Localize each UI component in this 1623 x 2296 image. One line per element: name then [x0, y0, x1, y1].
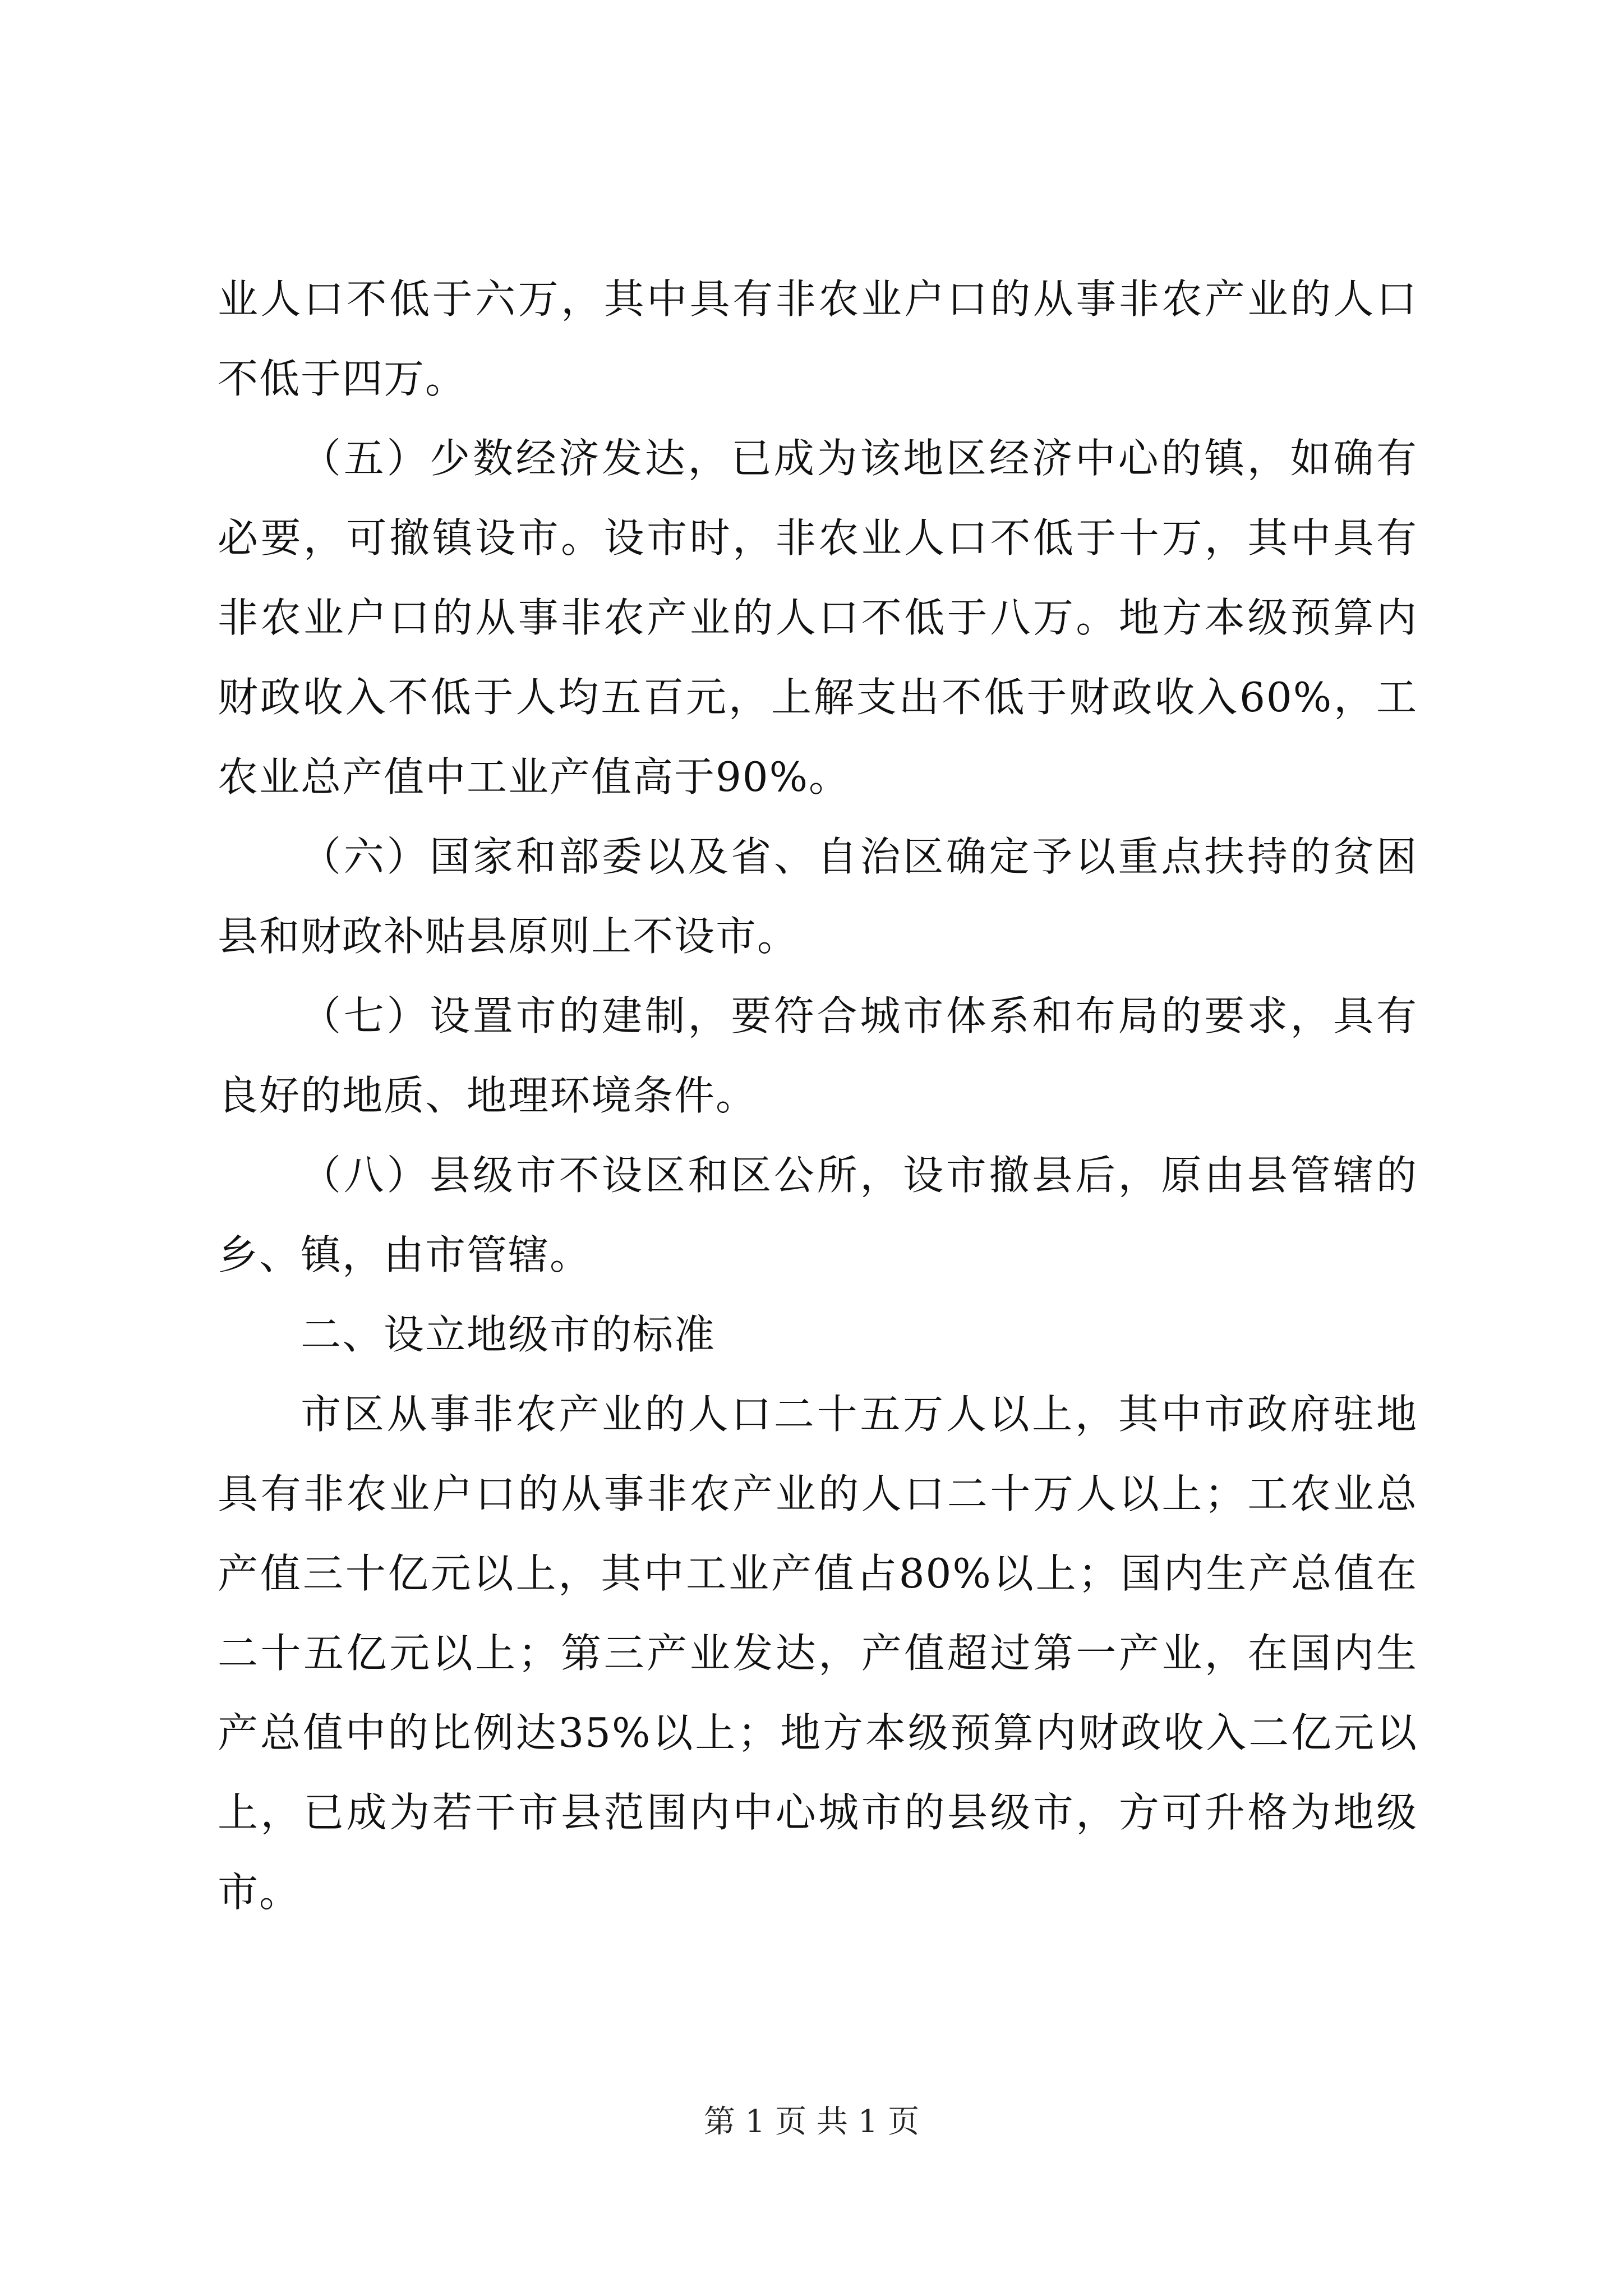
paragraph-prefecture-standard: 市区从事非农产业的人口二十五万人以上，其中市政府驻地具有非农业户口的从事非农产业的人口二十万人以上；工农业总产值三十亿元以上，其中工业产值占80%以上；国内生产总值在二十五亿元以上；第三产业发达，产值超过第一产业，在国内生产总值中的比例达35%以上；地方本级预算内财政收入二亿元以上，已成为若干市县范围内中心城市的县级市，方可升格为地级市。 — [218, 1391, 1418, 1916]
section-heading: 二、设立地级市的标准 — [301, 1311, 716, 1358]
paragraph-item-6: （六）国家和部委以及省、自治区确定予以重点扶持的贫困县和财政补贴县原则上不设市。 — [218, 833, 1418, 960]
paragraph-item-8: （八）县级市不设区和区公所，设市撤县后，原由县管辖的乡、镇，由市管辖。 — [218, 1152, 1418, 1278]
document-body — [218, 259, 1418, 1932]
paragraph-item-5: （五）少数经济发达，已成为该地区经济中心的镇，如确有必要，可撤镇设市。设市时，非农业人口不低于十万，其中具有非农业户口的从事非农产业的人口不低于八万。地方本级预算内财政收入不低于人均五百元，上解支出不低于财政收入60%，工农业总产值中工业产值高于90%。 — [218, 435, 1418, 800]
page-number-footer: 第 1 页 共 1 页 — [703, 2104, 920, 2140]
paragraph-continuation: 业人口不低于六万，其中具有非农业户口的从事非农产业的人口不低于四万。 — [218, 275, 1418, 402]
paragraph-item-7: （七）设置市的建制，要符合城市体系和布局的要求，具有良好的地质、地理环境条件。 — [218, 992, 1418, 1119]
